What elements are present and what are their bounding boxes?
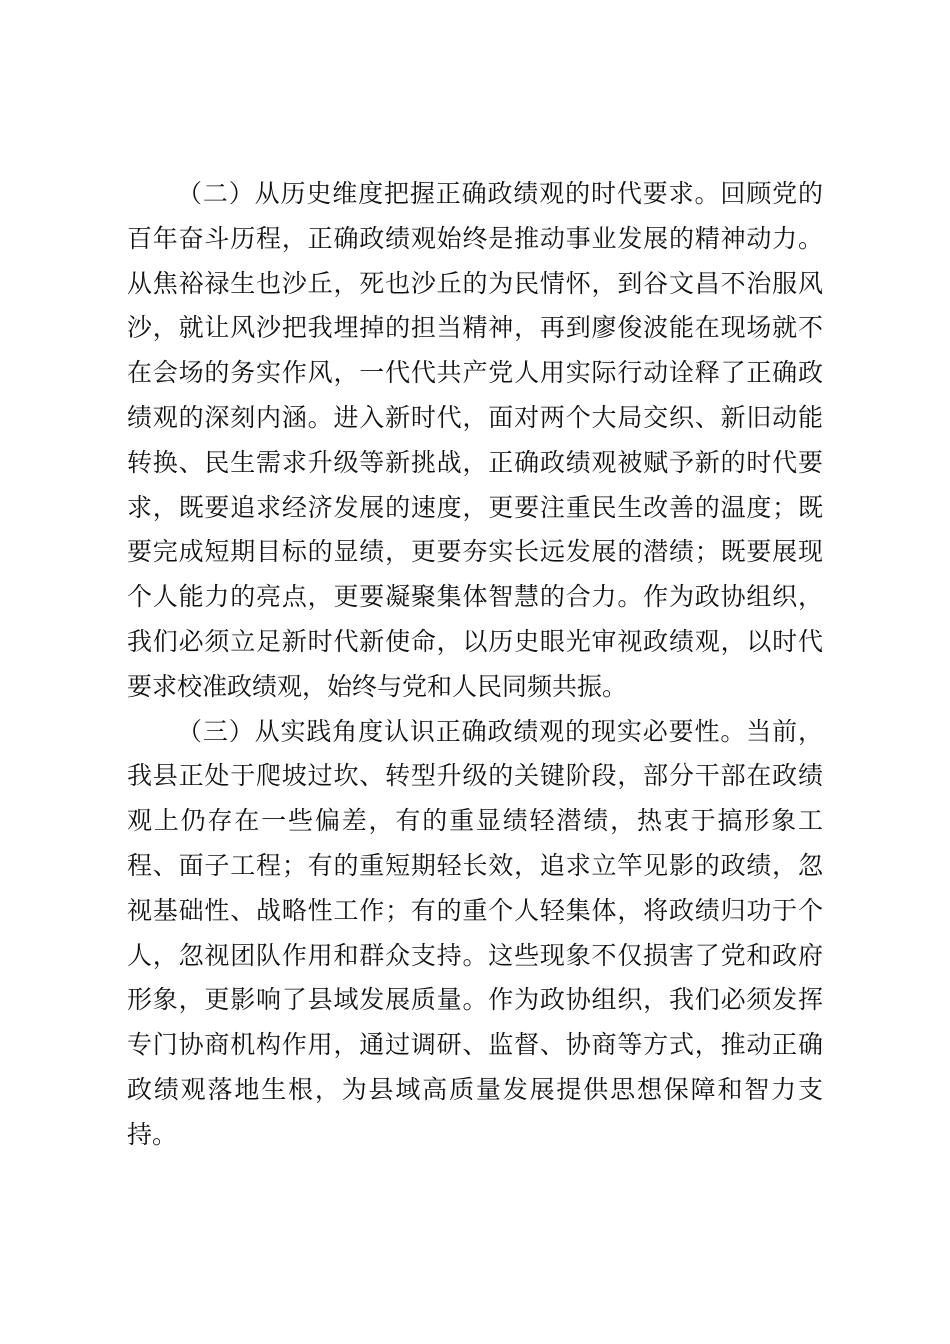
paragraph-historical-dimension: （二）从历史维度把握正确政绩观的时代要求。回顾党的百年奋斗历程，正确政绩观始终是推动事业发展的精神动力。从焦裕禄生也沙丘，死也沙丘的为民情怀，到谷文昌不治服风沙，就让风沙把我埋掉的担当精神，再到廖俊波能在现场就不在会场的务实作风，一代代共产党人用实际行动诠释了正确政绩观的深刻内涵。进入新时代，面对两个大局交织、新旧动能转换、民生需求升级等新挑战，正确政绩观被赋予新的时代要求，既要追求经济发展的速度，更要注重民生改善的温度；既要完成短期目标的显绩，更要夯实长远发展的潜绩；既要展现个人能力的亮点，更要凝聚集体智慧的合力。作为政协组织，我们必须立足新时代新使命，以历史眼光审视政绩观，以时代要求校准政绩观，始终与党和人民同频共振。 — [127, 179, 823, 701]
document-body — [127, 172, 823, 1158]
paragraph-practical-necessity: （三）从实践角度认识正确政绩观的现实必要性。当前，我县正处于爬坡过坎、转型升级的关键阶段，部分干部在政绩观上仍存在一些偏差，有的重显绩轻潜绩，热衷于搞形象工程、面子工程；有的重短期轻长效，追求立竿见影的政绩，忽视基础性、战略性工作；有的重个人轻集体，将政绩归功于个人，忽视团队作用和群众支持。这些现象不仅损害了党和政府形象，更影响了县域发展质量。作为政协组织，我们必须发挥专门协商机构作用，通过调研、监督、协商等方式，推动正确政绩观落地生根，为县域高质量发展提供思想保障和智力支持。 — [127, 716, 823, 1149]
